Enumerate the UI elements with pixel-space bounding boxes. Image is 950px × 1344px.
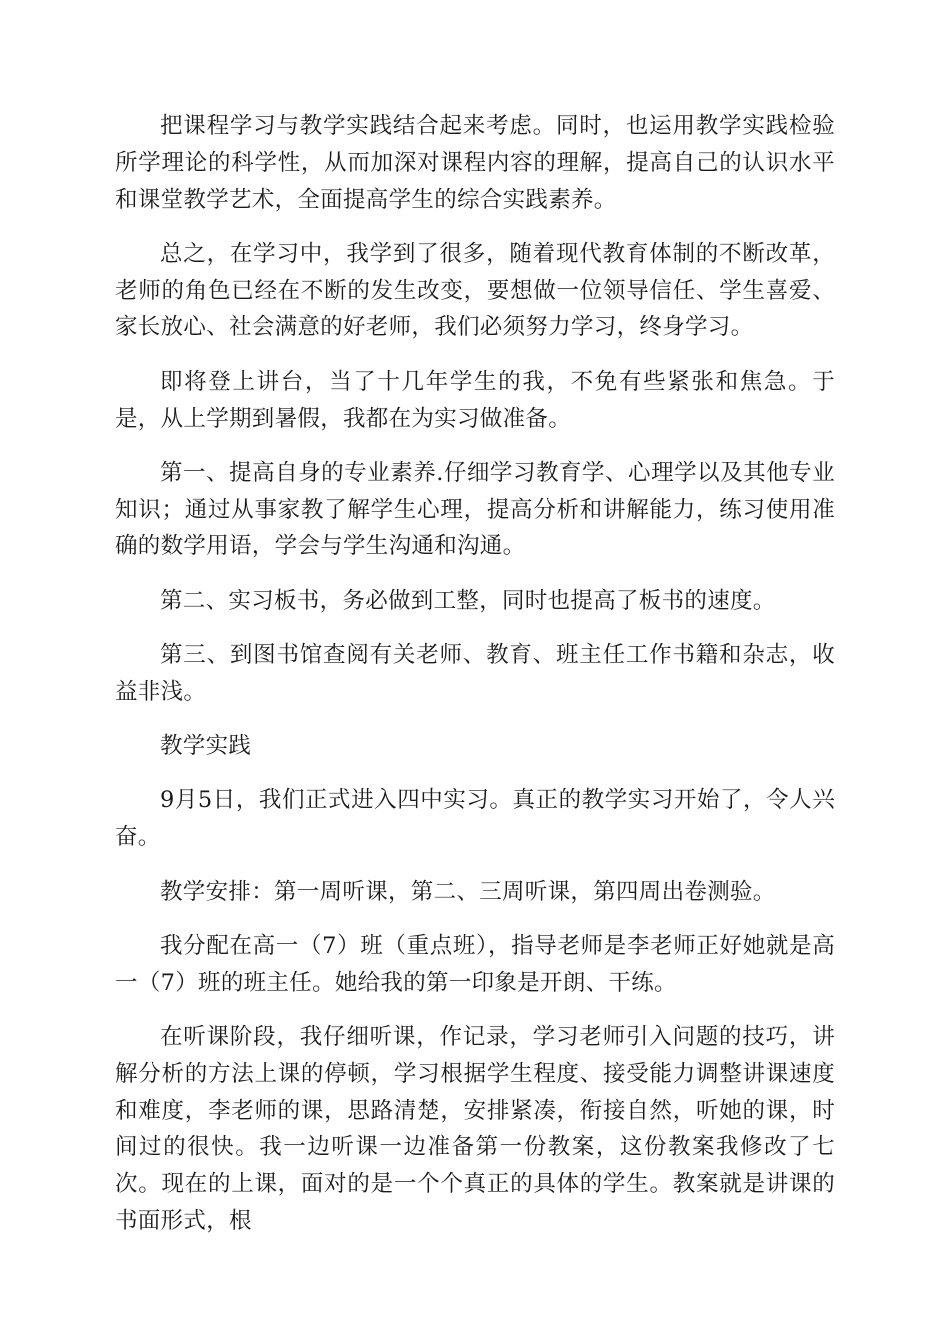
document-page xyxy=(115,108,835,1257)
paragraph-first-point: 第一、提高自身的专业素养.仔细学习教育学、心理学以及其他专业知识；通过从事家教了解学生心理，提高分析和讲解能力，练习使用准确的数学用语，学会与学生沟通和沟通。 xyxy=(115,459,835,560)
paragraph-class-assignment: 我分配在高一（7）班（重点班），指导老师是李老师正好她就是高一（7）班的班主任。她给我的第一印象是开朗、干练。 xyxy=(115,932,835,996)
paragraph-second-point: 第二、实习板书，务必做到工整，同时也提高了板书的速度。 xyxy=(160,587,776,614)
paragraph-preparation: 即将登上讲台，当了十几年学生的我，不免有些紧张和焦急。于是，从上学期到暑假，我都在为实习做准备。 xyxy=(115,368,835,432)
paragraph-start-date: 9月5日，我们正式进入四中实习。真正的教学实习开始了，令人兴奋。 xyxy=(115,787,835,851)
paragraph-summary: 总之，在学习中，我学到了很多，随着现代教育体制的不断改革，老师的角色已经在不断的发生改变，要想做一位领导信任、学生喜爱、家长放心、社会满意的好老师，我们必须努力学习，终身学习。 xyxy=(115,240,835,341)
paragraph-schedule: 教学安排：第一周听课，第二、三周听课，第四周出卷测验。 xyxy=(160,878,776,905)
section-heading-teaching-practice: 教学实践 xyxy=(160,733,252,760)
paragraph-third-point: 第三、到图书馆查阅有关老师、教育、班主任工作书籍和杂志，收益非浅。 xyxy=(115,642,835,705)
paragraph-observation: 在听课阶段，我仔细听课，作记录，学习老师引入问题的技巧，讲解分析的方法上课的停顿，学习根据学生程度、接受能力调整讲课速度和难度，李老师的课，思路清楚，安排紧凑，衔接自然，听她的课，时间过的很快。我一边听课一边准备第一份教案，这份教案我修改了七次。现在的上课，面对的是一个个真正的具体的学生。教案就是讲课的书面形式，根 xyxy=(115,1023,835,1234)
paragraph-course-practice: 把课程学习与教学实践结合起来考虑。同时，也运用教学实践检验所学理论的科学性，从而加深对课程内容的理解，提高自己的认识水平和课堂教学艺术，全面提高学生的综合实践素养。 xyxy=(115,113,835,213)
